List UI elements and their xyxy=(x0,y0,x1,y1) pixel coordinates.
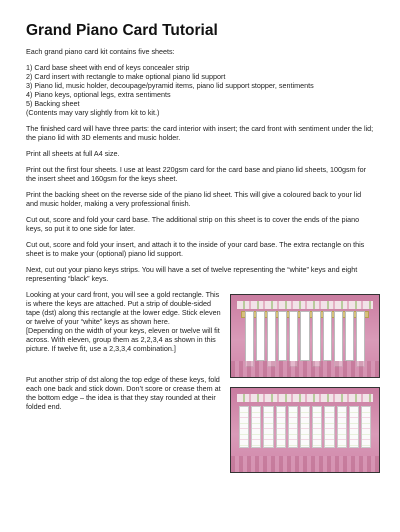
white-key xyxy=(356,311,365,367)
pattern-strip xyxy=(237,394,373,402)
pattern-band xyxy=(231,456,379,472)
list-item: 3) Piano lid, music holder, decoupage/pyramid items, piano lid support stopper, sentiments xyxy=(26,81,314,90)
list-item: 1) Card base sheet with end of keys concealer strip xyxy=(26,63,190,72)
folded-key xyxy=(251,406,261,448)
list-item: 2) Card insert with rectangle to make optional piano lid support xyxy=(26,72,226,81)
white-key xyxy=(256,311,265,361)
paragraph-insert: Cut out, score and fold your insert, and attach it to the inside of your card base. The extra rectangle on this sheet is to make your (optional) piano lid support. xyxy=(26,240,365,258)
paragraph-keys: Next, cut out your piano keys strips. You will have a set of twelve representing the “white” keys and eight representing “black” keys. xyxy=(26,265,358,283)
folded-key xyxy=(276,406,286,448)
white-key xyxy=(267,311,276,367)
steps-section xyxy=(26,290,374,473)
folded-key xyxy=(239,406,249,448)
step-gold-rectangle: Looking at your card front, you will see a gold rectangle. This is where the keys are attached. Put a strip of double-sided tape (dst) along this rectangle at the lower edge. Stick eleven or twelve of your “white” keys as shown here. xyxy=(26,290,221,326)
paragraph-print-four: Print out the first four sheets. I use at least 220gsm card for the card base and piano lid sheets, 100gsm for the insert sheet and 160gsm for the keys sheet. xyxy=(26,165,366,183)
white-key xyxy=(278,311,287,361)
page-title: Grand Piano Card Tutorial xyxy=(26,22,218,39)
white-key xyxy=(245,311,254,367)
intro-text: Each grand piano card kit contains five sheets: xyxy=(26,47,175,56)
folded-key xyxy=(361,406,371,448)
steps-photos xyxy=(230,290,380,473)
folded-key xyxy=(337,406,347,448)
list-item: 4) Piano keys, optional legs, extra sentiments xyxy=(26,90,171,99)
paragraph-card-base: Cut out, score and fold your card base. The additional strip on this sheet is to cover the ends of the piano keys, so put it to one side for later. xyxy=(26,215,360,233)
paragraph-print-size: Print all sheets at full A4 size. xyxy=(26,149,120,158)
white-key xyxy=(323,311,332,361)
pattern-band xyxy=(231,361,379,377)
sheet-list xyxy=(26,63,374,117)
pattern-strip xyxy=(237,301,373,309)
list-item: 5) Backing sheet xyxy=(26,99,80,108)
folded-key xyxy=(263,406,273,448)
white-key xyxy=(334,311,343,367)
folded-keys xyxy=(239,406,371,448)
paragraph-finished-card: The finished card will have three parts: the card interior with insert; the card front with sentiment under the lid; the piano lid with 3D elements and music holder. xyxy=(26,124,374,142)
step-fold-keys: Put another strip of dst along the top edge of these keys, fold each one back and stick down. Don’t score or crease them at the bottom edge – the idea is that they stay rounded at their folded end. xyxy=(26,375,221,411)
photo-white-keys-attached xyxy=(230,294,380,378)
white-key xyxy=(289,311,298,367)
list-item: (Contents may vary slightly from kit to kit.) xyxy=(26,108,160,117)
paragraph-backing: Print the backing sheet on the reverse side of the piano lid sheet. This will give a coloured back to your lid and music holder, making a very professional finish. xyxy=(26,190,362,208)
photo-keys-folded xyxy=(230,387,380,473)
folded-key xyxy=(300,406,310,448)
folded-key xyxy=(349,406,359,448)
folded-key xyxy=(288,406,298,448)
white-key xyxy=(300,311,309,361)
folded-key xyxy=(324,406,334,448)
folded-key xyxy=(312,406,322,448)
white-key xyxy=(345,311,354,361)
steps-text xyxy=(26,290,224,473)
white-key xyxy=(312,311,321,367)
step-key-grouping-note: [Depending on the width of your keys, eleven or twelve will fit across. With eleven, group them as 2,2,3,4 as shown in this picture. If twelve fit, use a 2,3,3,4 combination.] xyxy=(26,326,220,353)
